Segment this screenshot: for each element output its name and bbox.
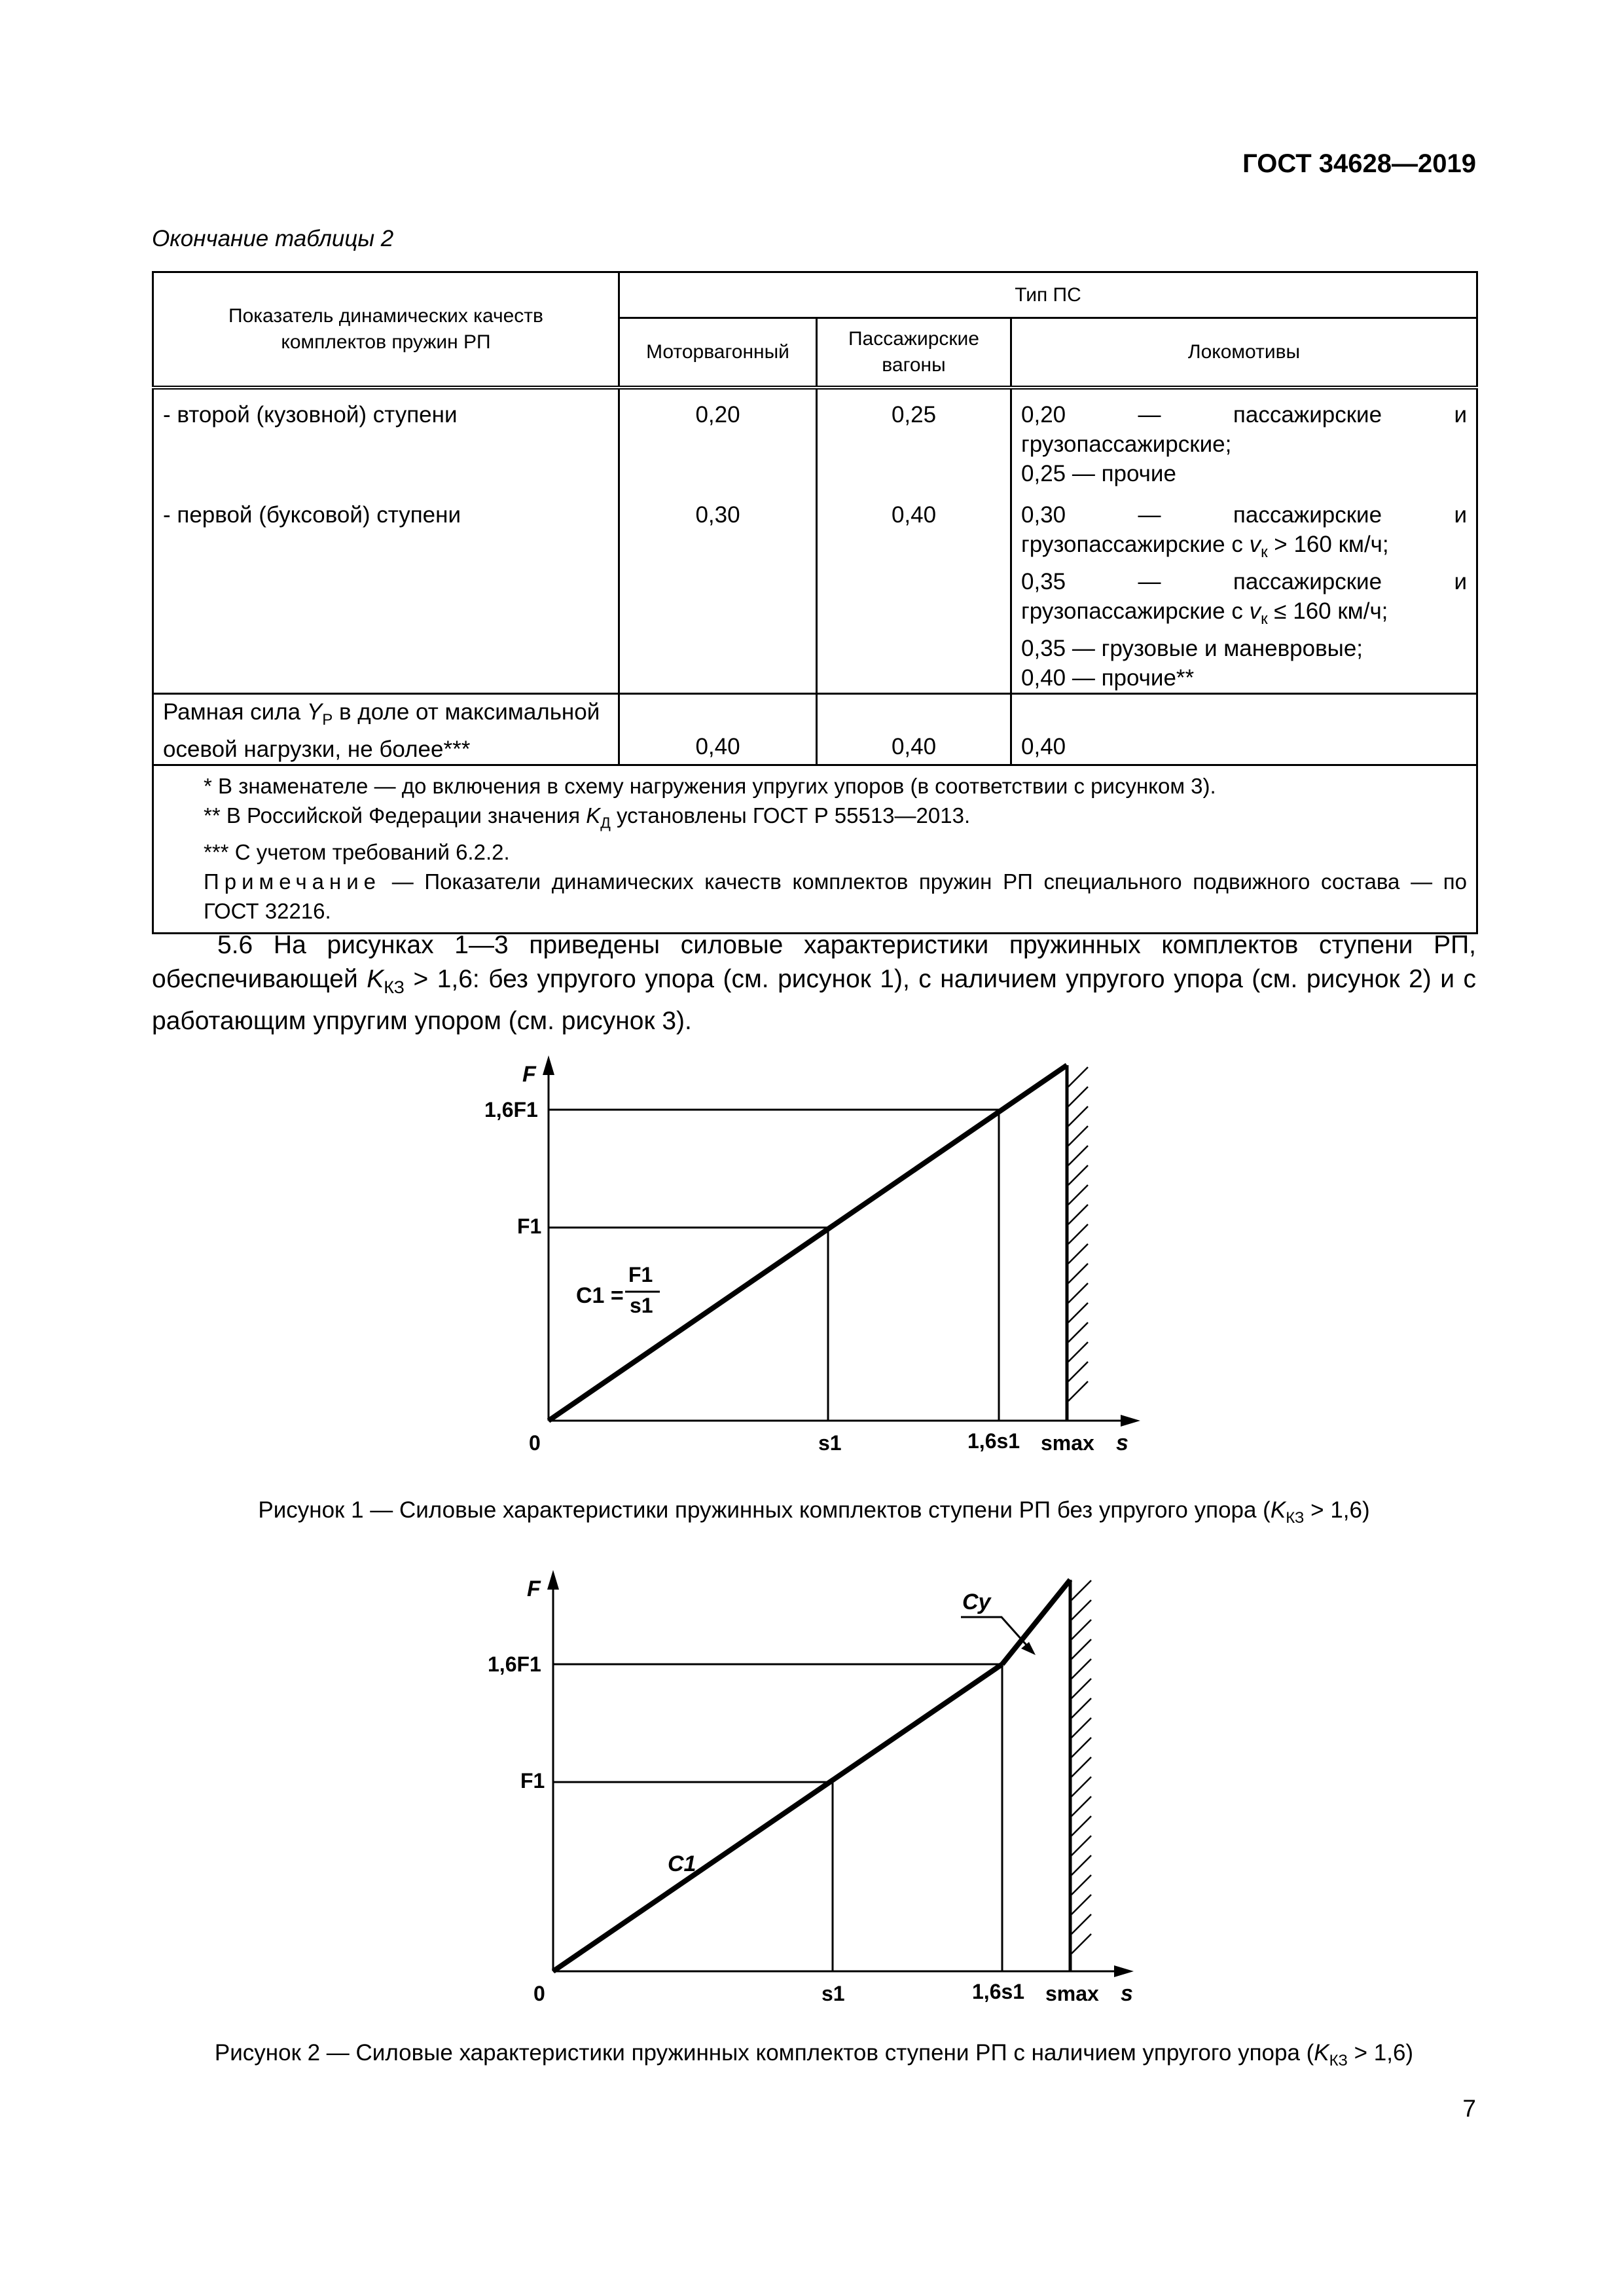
- th-passenger: Пассажирские вагоны: [817, 318, 1011, 388]
- page-number: 7: [1462, 2095, 1476, 2122]
- row3-motor: 0,40: [619, 693, 817, 765]
- f1-axis-s: s: [1116, 1430, 1128, 1455]
- row3-passenger: 0,40: [817, 693, 1011, 765]
- f2-characteristic-c1: [553, 1664, 1002, 1971]
- row2-label: - первой (буксовой) ступени: [163, 501, 461, 528]
- f1-label-smax: smax: [1041, 1431, 1094, 1455]
- f2-label-c1: C1: [668, 1851, 696, 1876]
- note: Примечание — Показатели динамических качеств комплектов пружин РП специального подвижного состава — по ГОСТ 32216.: [204, 869, 1467, 924]
- row1-motor: 0,20: [695, 401, 740, 428]
- f1-label-f1: F1: [517, 1214, 542, 1238]
- th-indicator: Показатель динамических качеств комплектов пружин РП: [153, 272, 619, 388]
- figure-2-caption: Рисунок 2 — Силовые характеристики пружинных комплектов ступени РП с наличием упругого упора $(K_{КЗ} > 1,6)$: [214, 2040, 1414, 2069]
- row3-label: Рамная сила $Y_Р$ в доле от максимальной осевой нагрузки, не более***: [153, 693, 619, 765]
- row1-loco-1: 0,20 — пассажирские и грузопассажирские;: [1021, 401, 1467, 457]
- f2-label-cy: Cy: [962, 1590, 991, 1614]
- f1-label-16f1: 1,6F1: [484, 1098, 538, 1121]
- f2-label-f1: F1: [520, 1769, 545, 1793]
- th-motor: Моторвагонный: [619, 318, 817, 388]
- row3-loco: 0,40: [1011, 693, 1477, 765]
- f2-characteristic-cy: [1002, 1580, 1070, 1664]
- f2-cy-leader-arrow-icon: [1021, 1642, 1036, 1655]
- f2-label-s1: s1: [821, 1982, 845, 2005]
- f2-y-arrow-icon: [547, 1570, 559, 1590]
- f1-formula-den: s1: [630, 1294, 653, 1317]
- standard-title: ГОСТ 34628—2019: [1242, 149, 1476, 178]
- row2-passenger: 0,40: [891, 501, 937, 528]
- f1-formula-c: C1 =: [576, 1283, 624, 1308]
- f2-origin: 0: [533, 1982, 545, 2005]
- f2-axis-s: s: [1121, 1981, 1133, 2006]
- footnote-1: * В знаменателе — до включения в схему нагружения упругих упоров (в соответствии с рисунком 3).: [204, 773, 1216, 798]
- f1-label-16s1: 1,6s1: [967, 1429, 1020, 1453]
- f1-axis-f: F: [522, 1062, 536, 1087]
- f2-label-16f1: 1,6F1: [488, 1652, 541, 1676]
- row1-passenger: 0,25: [891, 401, 937, 428]
- figure-1-caption: Рисунок 1 — Силовые характеристики пружинных комплектов ступени РП без упругого упора $(K_{КЗ} > 1,6)$: [258, 1497, 1370, 1527]
- row2-loco-4: 0,40 — прочие**: [1021, 665, 1195, 691]
- th-loco: Локомотивы: [1011, 318, 1477, 388]
- f2-wall-hatch: [1072, 1580, 1091, 1954]
- f2-x-arrow-icon: [1114, 1965, 1134, 1977]
- paragraph-5-6: 5.6 На рисунках 1—3 приведены силовые характеристики пружинных комплектов ступени РП, обеспечивающей $K_{КЗ} > 1,6$: без упругого упора (см. рисунок 1), с наличием упругого упора (см. рисунок 2) и с работающим упругим упором (см. рисунок 3).: [152, 931, 1476, 1035]
- f1-formula-num: F1: [628, 1263, 653, 1286]
- th-type: Тип ПС: [619, 272, 1477, 318]
- row2-loco-3: 0,35 — грузовые и маневровые;: [1021, 635, 1363, 661]
- row1-label: - второй (кузовной) ступени: [163, 401, 458, 428]
- table-caption: Окончание таблицы 2: [152, 226, 394, 251]
- footnote-3: *** С учетом требований 6.2.2.: [204, 840, 510, 865]
- f2-label-16s1: 1,6s1: [972, 1980, 1025, 2003]
- row2-loco-2: 0,35 — пассажирские и грузопассажирские с $v_к \le 160$ км/ч;: [1021, 568, 1467, 628]
- f2-axis-f: F: [527, 1576, 541, 1601]
- f1-origin: 0: [529, 1431, 541, 1455]
- row2-motor: 0,30: [695, 501, 740, 528]
- row1-loco-2: 0,25 — прочие: [1021, 460, 1176, 486]
- note-label: Примечание: [204, 869, 382, 894]
- f1-label-s1: s1: [818, 1431, 842, 1455]
- footnote-2: ** В Российской Федерации значения $K_Д$ установлены ГОСТ Р 55513—2013.: [204, 803, 971, 831]
- row2-loco-1: 0,30 — пассажирские и грузопассажирские с $v_к > 160$ км/ч;: [1021, 501, 1467, 561]
- f2-label-smax: smax: [1045, 1982, 1099, 2005]
